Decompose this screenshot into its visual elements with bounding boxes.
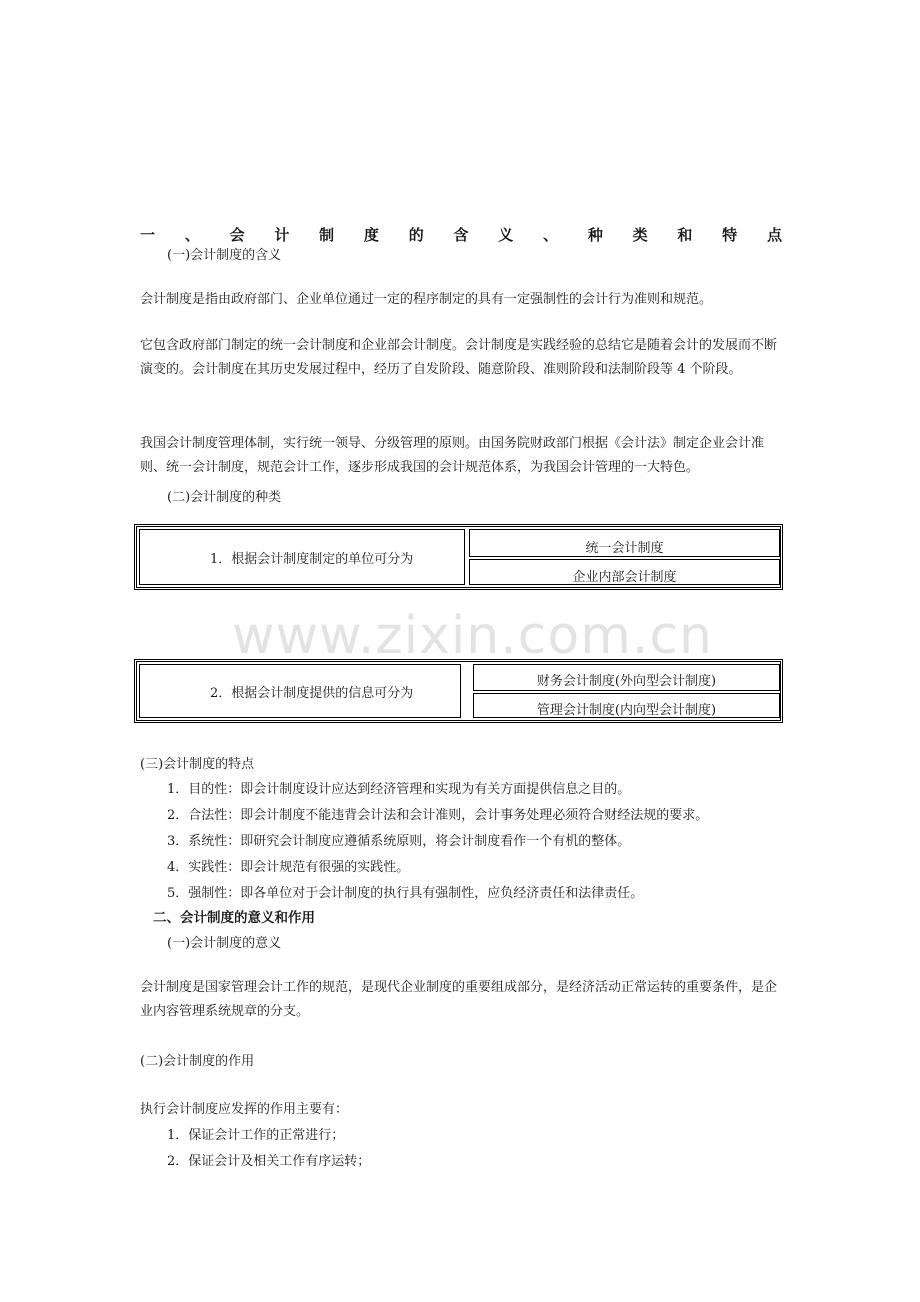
table1-right-label-2: 企业内部会计制度 (572, 569, 677, 585)
table2-right-cell-1 (473, 664, 780, 691)
table1-left-cell (139, 529, 465, 585)
subheading-types: (二)会计制度的种类 (167, 490, 282, 505)
classification-table-1 (134, 524, 783, 590)
table2-left-label: 2．根据会计制度提供的信息可分为 (210, 685, 414, 701)
feature-item: 1．目的性：即会计制度设计应达到经济管理和实现为有关方面提供信息之目的。 (167, 782, 631, 797)
subheading-features: (三)会计制度的特点 (140, 757, 255, 772)
feature-item: 4．实践性：即会计规范有很强的实践性。 (167, 860, 410, 875)
heading-char: 特 (722, 226, 738, 244)
heading-char: 计 (274, 226, 290, 244)
watermark: www.zixin.com.cn (232, 606, 713, 666)
heading-char: 的 (408, 226, 424, 244)
heading-char: 度 (363, 226, 379, 244)
heading-char: 制 (319, 226, 335, 244)
paragraph-significance: 会计制度是国家管理会计工作的规范，是现代企业制度的重要组成部分，是经济活动正常运转的重要条件，是企业内容管理系统规章的分支。 (140, 980, 778, 1019)
table1-right-cell-1 (469, 529, 780, 557)
subheading-roles: (二)会计制度的作用 (140, 1054, 255, 1069)
table2-right-label-2: 管理会计制度(内向型会计制度) (536, 703, 717, 718)
role-item: 2．保证会计及相关工作有序运转； (167, 1154, 371, 1169)
feature-item: 5．强制性：即各单位对于会计制度的执行具有强制性，应负经济责任和法律责任。 (167, 886, 644, 901)
classification-table-2 (134, 659, 783, 723)
heading-char: 类 (632, 226, 648, 244)
heading-char: 义 (498, 226, 514, 244)
subheading-significance: (一)会计制度的意义 (167, 936, 282, 951)
table2-right-label-1: 财务会计制度(外向型会计制度) (536, 674, 717, 689)
heading-char: 和 (677, 226, 693, 244)
heading-char: 种 (587, 226, 603, 244)
feature-item: 3．系统性：即研究会计制度应遵循系统原则，将会计制度看作一个有机的整体。 (167, 834, 631, 849)
paragraph-management: 我国会计制度管理体制，实行统一领导、分级管理的原则。由国务院财政部门根据《会计法》制定企业会计准则、统一会计制度，规范会计工作，逐步形成我国的会计规范体系，为我国会计管理的一大特色。 (140, 436, 765, 475)
table1-right-cell-2 (469, 559, 780, 585)
table1-left-label: 1．根据会计制度制定的单位可分为 (210, 551, 414, 567)
table1-right-label-1: 统一会计制度 (585, 540, 664, 556)
paragraph-roles-intro: 执行会计制度应发挥的作用主要有： (140, 1102, 349, 1117)
heading-char: 点 (766, 226, 782, 244)
role-item: 1．保证会计工作的正常进行； (167, 1128, 345, 1143)
table2-left-cell (139, 664, 461, 718)
section1-heading (140, 224, 782, 245)
heading-char: 、 (543, 226, 559, 244)
heading-char: 含 (453, 226, 469, 244)
feature-item: 2．合法性：即会计制度不能违背会计法和会计准则，会计事务处理必须符合财经法规的要求。 (167, 808, 709, 823)
heading-char: 、 (184, 226, 200, 244)
heading-char: 一 (140, 226, 156, 244)
paragraph-definition: 会计制度是指由政府部门、企业单位通过一定的程序制定的具有一定强制性的会计行为准则和规范。 (140, 292, 713, 307)
paragraph-composition: 它包含政府部门制定的统一会计制度和企业部会计制度。会计制度是实践经验的总结它是随着会计的发展而不断演变的。会计制度在其历史发展过程中，经历了自发阶段、随意阶段、准则阶段和法制阶段等 4 个阶段。 (140, 338, 778, 377)
subheading-meaning: (一)会计制度的含义 (167, 248, 282, 263)
table2-right-cell-2 (473, 693, 780, 718)
heading-char: 会 (229, 226, 245, 244)
section2-heading: 二、会计制度的意义和作用 (153, 910, 315, 926)
